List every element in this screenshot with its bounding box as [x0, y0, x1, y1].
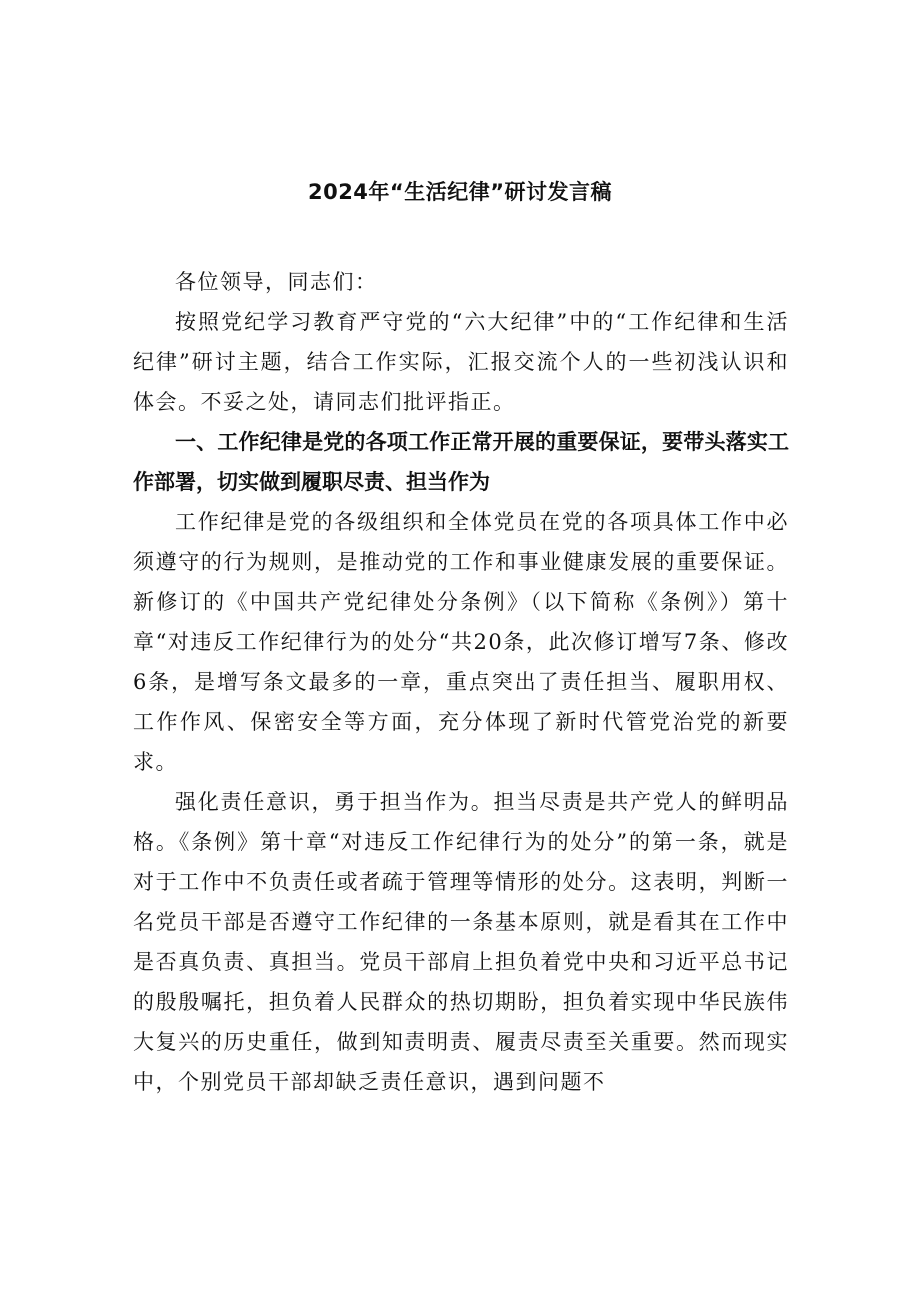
section-heading-1: 一、工作纪律是党的各项工作正常开展的重要保证，要带头落实工作部署，切实做到履职尽责、担当作为	[133, 430, 789, 494]
body-paragraph-1: 工作纪律是党的各级组织和全体党员在党的各项具体工作中必须遵守的行为规则，是推动党的工作和事业健康发展的重要保证。新修订的《中国共产党纪律处分条例》（以下简称《条例》）第十章“对违反工作纪律行为的处分“共20条，此次修订增写7条、修改6条，是增写条文最多的一章，重点突出了责任担当、履职用权、工作作风、保密安全等方面，充分体现了新时代管党治党的新要求。	[133, 510, 789, 774]
salutation: 各位领导，同志们：	[175, 270, 378, 294]
document-body	[133, 262, 789, 1102]
body-paragraph-2: 强化责任意识，勇于担当作为。担当尽责是共产党人的鲜明品格。《条例》第十章“对违反工作纪律行为的处分”的第一条，就是对于工作中不负责任或者疏于管理等情形的处分。这表明，判断一名党员干部是否遵守工作纪律的一条基本原则，就是看其在工作中是否真负责、真担当。党员干部肩上担负着党中央和习近平总书记的殷殷嘱托，担负着人民群众的热切期盼，担负着实现中华民族伟大复兴的历史重任，做到知责明责、履责尽责至关重要。然而现实中，个别党员干部却缺乏责任意识，遇到问题不	[133, 790, 789, 1094]
intro-paragraph: 按照党纪学习教育严守党的“六大纪律”中的“工作纪律和生活纪律”研讨主题，结合工作实际，汇报交流个人的一些初浅认识和体会。不妥之处，请同志们批评指正。	[133, 310, 789, 414]
document-title: 2024年“生活纪律”研讨发言稿	[307, 180, 613, 204]
